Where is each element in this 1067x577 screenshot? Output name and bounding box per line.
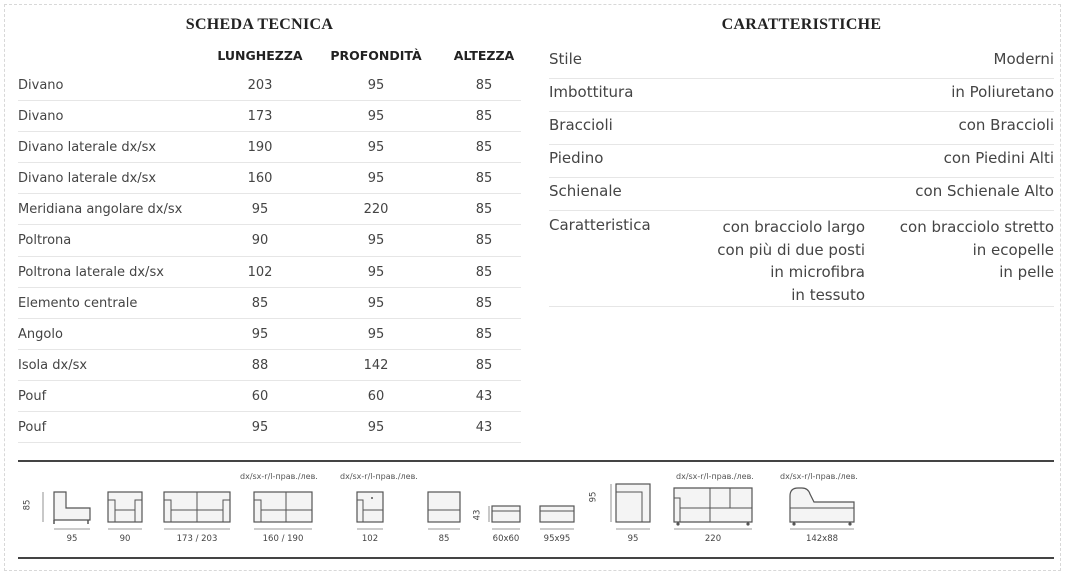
header-length: LUNGHEZZA [217, 48, 303, 63]
spec-row-length: 95 [251, 326, 269, 342]
feature-value: in tessuto [791, 285, 865, 304]
spec-row-name: Divano laterale dx/sx [18, 140, 157, 156]
feature-value: con Schienale Alto [915, 182, 1054, 200]
spec-row-height: 85 [475, 326, 493, 342]
features-rows [549, 46, 1054, 307]
spec-row-height: 85 [475, 202, 493, 218]
spec-row-length: 90 [251, 233, 269, 249]
pouf-large-size-label: 95x95 [543, 534, 571, 544]
spec-row-length: 88 [251, 357, 269, 373]
island-size-label: 142x88 [805, 534, 839, 544]
spec-row-length: 60 [251, 388, 269, 404]
spec-row [18, 194, 521, 225]
spec-row [18, 132, 521, 163]
lateral-armchair-width-label: 102 [361, 534, 379, 544]
module-diagrams [18, 462, 1054, 558]
spec-row-name: Isola dx/sx [18, 357, 88, 373]
feature-value: in ecopelle [972, 240, 1054, 259]
spec-row [18, 257, 521, 288]
spec-row-height: 85 [475, 233, 493, 249]
spec-row-depth: 95 [367, 140, 385, 156]
spec-row-depth: 95 [367, 420, 385, 436]
armchair-drawing [106, 462, 146, 532]
technical-sheet-rows [18, 70, 521, 443]
central-element-diagram [426, 462, 466, 558]
chaise-drawing [670, 462, 760, 532]
lateral-sofa-diagram [240, 462, 324, 558]
spec-row-length: 102 [247, 264, 273, 280]
chaise-note: dx/sx-r/l-прав./лев. [676, 472, 754, 481]
side-height-label: 85 [22, 499, 33, 511]
pouf-height-label: 43 [472, 509, 483, 521]
spec-row-name: Divano laterale dx/sx [18, 171, 157, 187]
sofa-width-label: 173 / 203 [176, 534, 218, 544]
feature-label: Schienale [549, 182, 622, 200]
pouf-large-diagram [538, 462, 578, 558]
spec-row-name: Meridiana angolare dx/sx [18, 202, 183, 218]
spec-row-depth: 95 [367, 109, 385, 125]
spec-row-depth: 220 [363, 202, 389, 218]
island-drawing [784, 462, 864, 532]
spec-row [18, 225, 521, 256]
spec-row-length: 85 [251, 295, 269, 311]
feature-values-column [900, 216, 1054, 284]
spec-row-depth: 95 [367, 233, 385, 249]
side-depth-label: 95 [66, 534, 78, 544]
spec-row [18, 70, 521, 101]
spec-row-length: 203 [247, 78, 273, 93]
spec-row-depth: 60 [367, 388, 385, 404]
feature-row [549, 79, 1054, 112]
feature-value: in microfibra [770, 263, 865, 282]
spec-row [18, 381, 521, 412]
feature-value: con Braccioli [958, 116, 1054, 134]
spec-row-depth: 95 [367, 326, 385, 342]
side-profile-drawing [26, 462, 96, 532]
feature-label: Stile [549, 50, 582, 68]
lateral-sofa-width-label: 160 / 190 [262, 534, 304, 544]
armchair-width-label: 90 [119, 534, 131, 544]
pouf-small-diagram [472, 462, 528, 558]
spec-row-name: Pouf [18, 420, 47, 436]
feature-row [549, 112, 1054, 145]
feature-value: con più di due posti [717, 240, 865, 259]
feature-label: Imbottitura [549, 83, 634, 101]
feature-value: Moderni [993, 50, 1054, 68]
spec-row-depth: 95 [367, 295, 385, 311]
chaise-width-label: 220 [704, 534, 722, 544]
central-element-width-label: 85 [438, 534, 450, 544]
spec-row-height: 85 [475, 295, 493, 311]
corner-width-label: 95 [627, 534, 639, 544]
spec-row-depth: 95 [367, 171, 385, 187]
feature-label: Braccioli [549, 116, 613, 134]
features-title: CARATTERISTICHE [721, 16, 882, 33]
lateral-armchair-note: dx/sx-r/l-прав./лев. [340, 472, 418, 481]
island-diagram [780, 462, 864, 558]
pouf-small-drawing [478, 462, 528, 532]
lateral-armchair-diagram [340, 462, 418, 558]
spec-row-height: 85 [475, 171, 493, 187]
sofa-drawing [164, 462, 234, 532]
chaise-diagram [670, 462, 760, 558]
island-note: dx/sx-r/l-прав./лев. [780, 472, 858, 481]
spec-row [18, 412, 521, 443]
sofa-diagram [164, 462, 234, 558]
corner-diagram [590, 462, 660, 558]
pouf-large-drawing [538, 462, 578, 532]
pouf-small-size-label: 60x60 [492, 534, 520, 544]
spec-row-length: 95 [251, 202, 269, 218]
spec-row [18, 163, 521, 194]
spec-row-depth: 95 [367, 264, 385, 280]
spec-row-height: 85 [475, 264, 493, 280]
spec-row-length: 190 [247, 140, 273, 156]
technical-sheet-title: SCHEDA TECNICA [185, 16, 334, 33]
armchair-diagram [106, 462, 146, 558]
header-height: ALTEZZA [453, 48, 515, 63]
feature-value: in pelle [999, 263, 1054, 282]
corner-drawing [590, 462, 660, 532]
feature-values-column [717, 216, 865, 306]
feature-row [549, 145, 1054, 178]
side-profile-diagram [22, 462, 96, 558]
spec-row-height: 85 [475, 357, 493, 373]
feature-label: Caratteristica [549, 216, 651, 234]
central-element-drawing [426, 462, 466, 532]
spec-row-name: Pouf [18, 388, 47, 404]
spec-row-name: Angolo [18, 326, 63, 342]
spec-row [18, 101, 521, 132]
spec-row-height: 43 [475, 420, 493, 436]
lateral-armchair-drawing [344, 462, 404, 532]
spec-row-name: Poltrona laterale dx/sx [18, 264, 164, 280]
feature-row [549, 178, 1054, 211]
spec-row [18, 288, 521, 319]
feature-label: Piedino [549, 149, 604, 167]
header-depth: PROFONDITÀ [330, 48, 422, 63]
lateral-sofa-drawing [244, 462, 324, 532]
spec-row-name: Poltrona [18, 233, 72, 249]
spec-row-depth: 142 [363, 357, 389, 373]
spec-row [18, 319, 521, 350]
spec-row-height: 43 [475, 388, 493, 404]
lateral-sofa-note: dx/sx-r/l-прав./лев. [240, 472, 318, 481]
feature-value: con bracciolo stretto [899, 218, 1054, 236]
technical-sheet-header [18, 48, 521, 66]
spec-row-name: Divano [18, 109, 64, 125]
spec-row [18, 350, 521, 381]
feature-row [549, 46, 1054, 79]
spec-row-name: Divano [18, 78, 64, 93]
feature-value: in Poliuretano [951, 83, 1054, 101]
spec-row-height: 85 [475, 78, 493, 93]
feature-value: con Piedini Alti [943, 149, 1054, 167]
spec-row-height: 85 [475, 140, 493, 156]
spec-row-length: 95 [251, 420, 269, 436]
spec-row-length: 160 [247, 171, 273, 187]
spec-row-length: 173 [247, 109, 273, 125]
feature-value: con bracciolo largo [722, 218, 865, 236]
corner-depth-label: 95 [588, 491, 599, 503]
spec-row-name: Elemento centrale [18, 295, 138, 311]
spec-row-depth: 95 [367, 78, 385, 93]
spec-row-height: 85 [475, 109, 493, 125]
feature-row-caratteristica [549, 214, 1054, 307]
